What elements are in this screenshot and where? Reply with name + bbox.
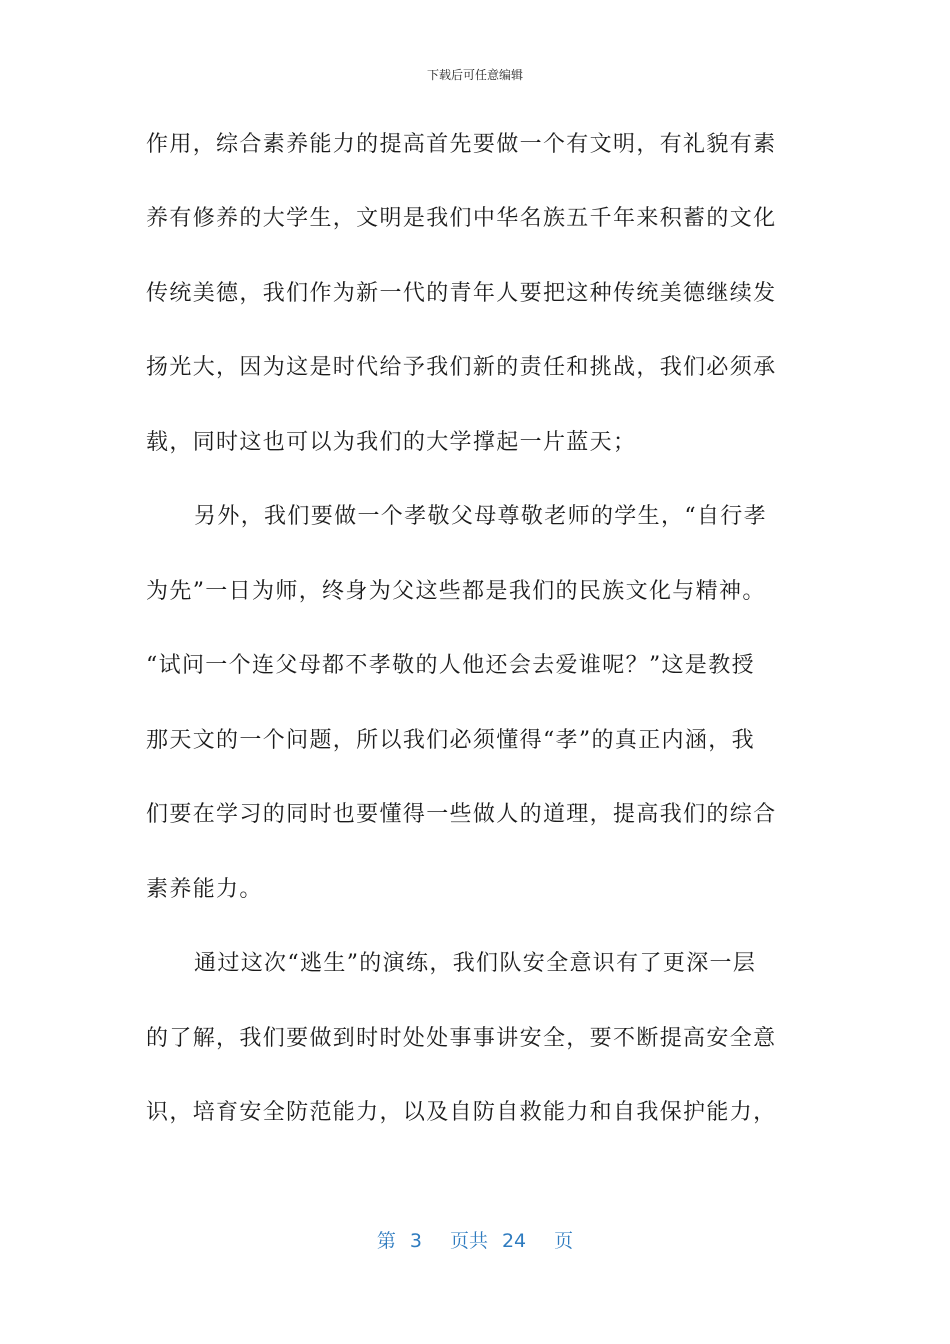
footer-prefix: 第: [376, 1230, 396, 1252]
body-line: 作用，综合素养能力的提高首先要做一个有文明，有礼貌有素: [146, 132, 777, 157]
total-pages: 24: [501, 1230, 527, 1252]
body-line: 为先”一日为师，终身为父这些都是我们的民族文化与精神。: [146, 579, 766, 604]
page-header: 下载后可任意编辑: [426, 68, 523, 82]
page-footer: [0, 1226, 950, 1253]
body-line: 素养能力。: [146, 877, 263, 902]
paragraph-first-line: 通过这次“逃生”的演练，我们队安全意识有了更深一层: [194, 951, 757, 976]
body-line: 的了解，我们要做到时时处处事事讲安全，要不断提高安全意: [146, 1026, 777, 1051]
body-line: 传统美德，我们作为新一代的青年人要把这种传统美德继续发: [146, 281, 777, 306]
body-line: 们要在学习的同时也要懂得一些做人的道理，提高我们的综合: [146, 802, 777, 827]
footer-middle: 页共: [449, 1230, 488, 1252]
body-line: 识，培育安全防范能力，以及自防自救能力和自我保护能力，: [146, 1100, 777, 1125]
body-line: “试问一个连父母都不孝敬的人他还会去爱谁呢？”这是教授: [146, 653, 755, 678]
body-line: 那天文的一个问题，所以我们必须懂得“孝”的真正内涵，我: [146, 728, 755, 753]
body-line: 养有修养的大学生，文明是我们中华名族五千年来积蓄的文化: [146, 206, 777, 231]
footer-suffix: 页: [554, 1230, 574, 1252]
paragraph-first-line: 另外，我们要做一个孝敬父母尊敬老师的学生，“自行孝: [194, 504, 767, 529]
current-page-number: 3: [409, 1230, 422, 1252]
body-line: 载，同时这也可以为我们的大学撑起一片蓝天；: [146, 430, 637, 455]
body-line: 扬光大，因为这是时代给予我们新的责任和挑战，我们必须承: [146, 355, 777, 380]
